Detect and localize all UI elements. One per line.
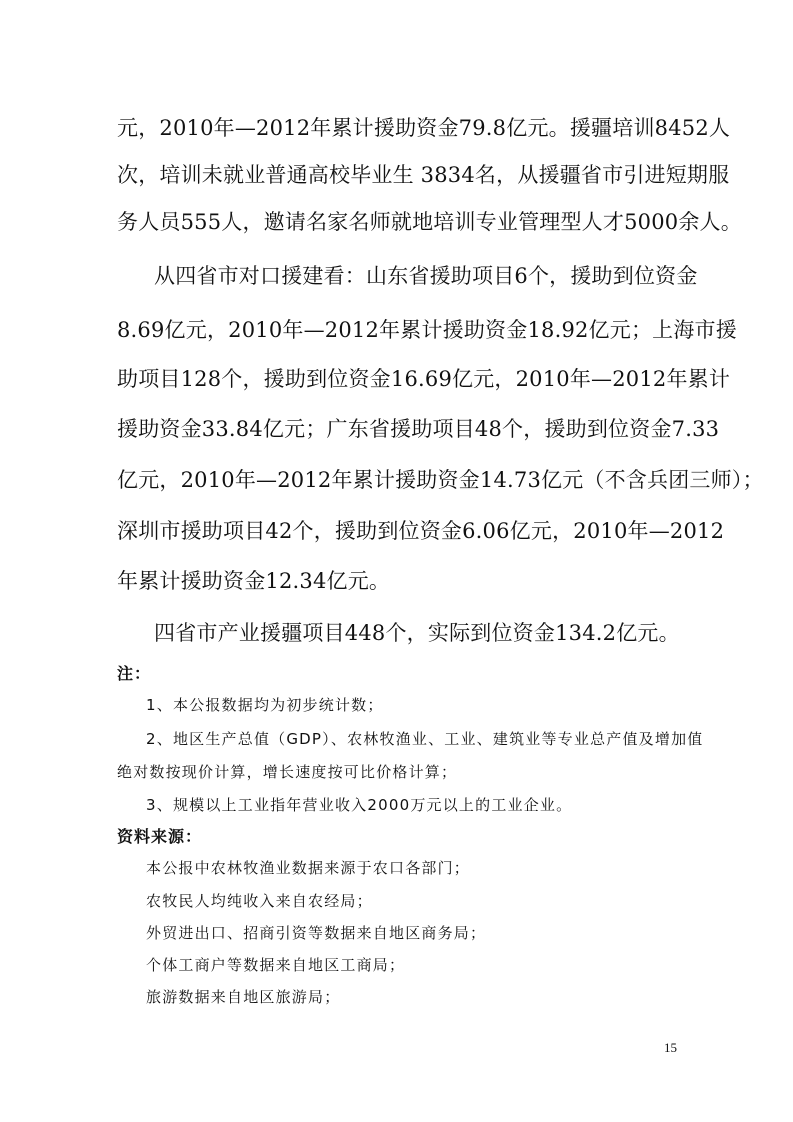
paragraph-2-line-6: 深圳市援助项目42个，援助到位资金6.06亿元，2010年—2012 <box>117 519 725 543</box>
paragraph-2-line-1: 从四省市对口援建看：山东省援助项目6个，援助到位资金 <box>154 264 698 288</box>
paragraph-1-line-2: 次，培训未就业普通高校毕业生 3834名，从援疆省市引进短期服 <box>117 163 730 187</box>
sources-title: 资料来源： <box>117 827 203 846</box>
source-item-2: 农牧民人均纯收入来自农经局； <box>146 892 373 910</box>
paragraph-2-line-5: 亿元，2010年—2012年累计援助资金14.73亿元（不含兵团三师）； <box>117 468 764 492</box>
source-item-3: 外贸进出口、招商引资等数据来自地区商务局； <box>146 924 487 942</box>
source-item-5: 旅游数据来自地区旅游局； <box>146 988 341 1006</box>
note-item-2-cont: 绝对数按现价计算，增长速度按可比价格计算； <box>117 763 458 781</box>
paragraph-2-line-7: 年累计援助资金12.34亿元。 <box>117 569 391 593</box>
source-item-4: 个体工商户等数据来自地区工商局； <box>146 956 406 974</box>
paragraph-2-line-2: 8.69亿元，2010年—2012年累计援助资金18.92亿元；上海市援 <box>117 318 737 342</box>
paragraph-3: 四省市产业援疆项目448个，实际到位资金134.2亿元。 <box>154 621 680 645</box>
note-item-2: 2、地区生产总值（GDP）、农林牧渔业、工业、建筑业等专业总产值及增加值 <box>146 730 704 748</box>
source-item-1: 本公报中农林牧渔业数据来源于农口各部门； <box>146 859 471 877</box>
notes-title: 注： <box>117 664 152 683</box>
note-item-1: 1、本公报数据均为初步统计数； <box>146 696 384 714</box>
page-number: 15 <box>664 1040 677 1055</box>
paragraph-2-line-4: 援助资金33.84亿元；广东省援助项目48个，援助到位资金7.33 <box>117 417 720 441</box>
paragraph-2-line-3: 助项目128个，援助到位资金16.69亿元，2010年—2012年累计 <box>117 367 731 391</box>
paragraph-1-line-3: 务人员555人，邀请名家名师就地培训专业管理型人才5000余人。 <box>117 210 742 234</box>
note-item-3: 3、规模以上工业指年营业收入2000万元以上的工业企业。 <box>146 796 573 814</box>
paragraph-1-line-1: 元，2010年—2012年累计援助资金79.8亿元。援疆培训8452人 <box>117 116 731 140</box>
